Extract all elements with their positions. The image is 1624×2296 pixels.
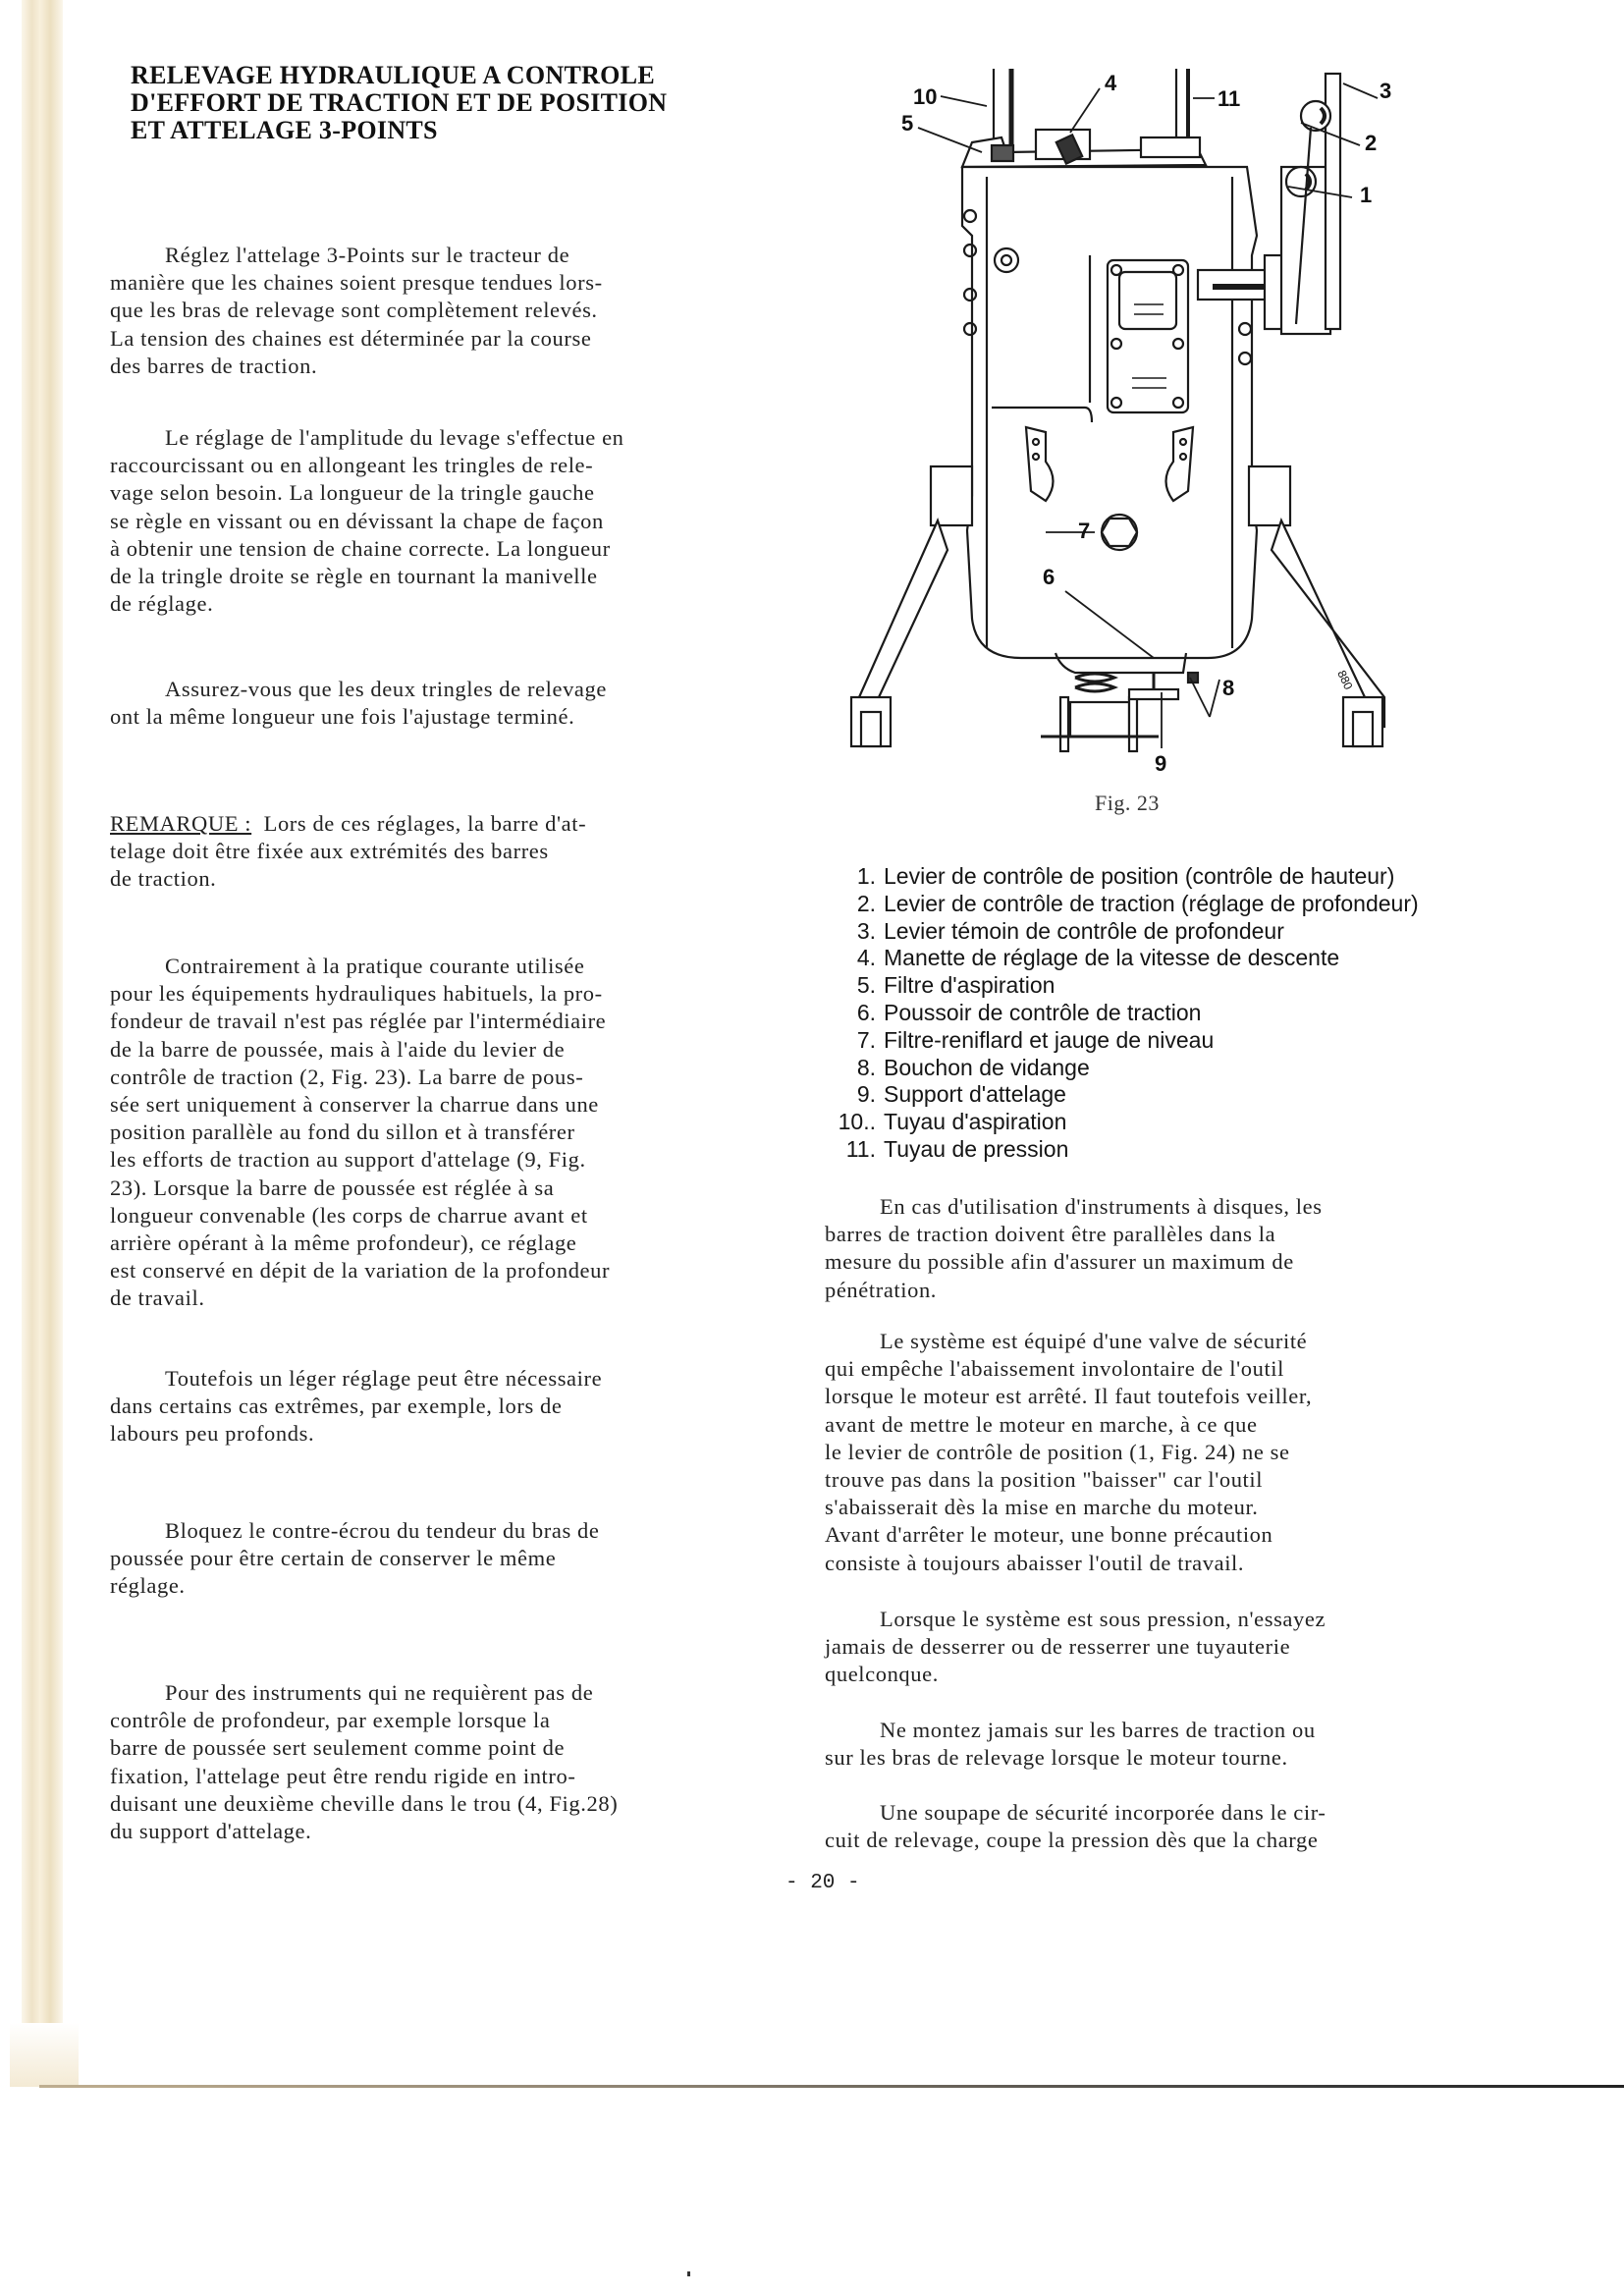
text-line: mesure du possible afin d'assurer un maximum de [825, 1249, 1294, 1275]
remark-label: REMARQUE : [110, 811, 252, 836]
text-line: La tension des chaines est déterminée par la course [110, 325, 592, 351]
text-line: barre de poussée sert seulement comme point de [110, 1735, 566, 1761]
text-line: pour les équipements hydrauliques habituels, la pro- [110, 981, 603, 1007]
paragraph-contre-ecrou [110, 1517, 797, 1601]
paragraph-leger-reglage [110, 1365, 797, 1449]
legend-item [835, 1027, 1542, 1055]
paragraph-valve-securite [825, 1328, 1532, 1577]
text-line: Bloquez le contre-écrou du tendeur du bras de [165, 1518, 600, 1543]
remark-block [110, 810, 797, 894]
text-line: barres de traction doivent être parallèles dans la [825, 1222, 1276, 1247]
legend-number: 2. [856, 890, 876, 916]
callout-3: 3 [1380, 79, 1392, 103]
text-line: pénétration. [825, 1277, 938, 1302]
paragraph-soupape-securite [825, 1799, 1532, 1854]
legend-number: 7. [856, 1026, 876, 1053]
hydraulic-lift-diagram [835, 69, 1473, 776]
callout-5: 5 [901, 111, 914, 136]
legend-number: 8. [856, 1054, 876, 1080]
text-line: du support d'attelage. [110, 1819, 312, 1844]
text-line: des barres de traction. [110, 353, 318, 378]
text-line: lorsque le moteur est arrêté. Il faut toutefois veiller, [825, 1384, 1313, 1409]
legend-item [835, 891, 1542, 918]
hitch-support [1041, 653, 1198, 751]
text-line: Réglez l'attelage 3-Points sur le tracteur de [165, 243, 570, 267]
text-line: Le système est équipé d'une valve de sécurité [880, 1329, 1308, 1353]
text-line: jamais de desserrer ou de resserrer une tuyauterie [825, 1634, 1291, 1660]
paragraph-instruments-disques [825, 1193, 1532, 1304]
text-line: raccourcissant ou en allongeant les tringles de rele- [110, 453, 594, 478]
scan-speck [687, 2271, 690, 2276]
section-title [131, 62, 818, 144]
text-line: En cas d'utilisation d'instruments à disques, les [880, 1194, 1323, 1219]
text-line: Pour des instruments qui ne requièrent pas de [165, 1680, 594, 1705]
title-line: D'EFFORT DE TRACTION ET DE POSITION [131, 88, 668, 117]
title-line: RELEVAGE HYDRAULIQUE A CONTROLE [131, 61, 655, 89]
text-line: les efforts de traction au support d'attelage (9, Fig. [110, 1147, 586, 1173]
paragraph-sous-pression [825, 1606, 1532, 1689]
text-line: de la barre de poussée, mais à l'aide du levier de [110, 1036, 566, 1062]
text-line: 23). Lorsque la barre de poussée est réglée à sa [110, 1175, 555, 1200]
text-line: de traction. [110, 866, 217, 892]
legend-item [835, 918, 1542, 946]
legend-text: Filtre-reniflard et jauge de niveau [884, 1026, 1215, 1053]
page-bottom-edge [39, 2085, 1624, 2088]
page-corner-shadow [10, 2023, 79, 2087]
text-line: fondeur de travail n'est pas réglée par l'intermédiaire [110, 1009, 607, 1034]
text-line: Toutefois un léger réglage peut être nécessaire [165, 1366, 603, 1391]
text-line: manière que les chaines soient presque tendues lors- [110, 270, 603, 296]
legend-item [835, 1109, 1542, 1136]
legend-text: Levier de contrôle de traction (réglage de profondeur) [884, 890, 1419, 916]
paragraph-attelage-reglage [110, 242, 797, 380]
figure-code: 880 [1334, 668, 1356, 692]
figure-caption: Fig. 23 [1095, 791, 1160, 815]
legend-number: 6. [856, 999, 876, 1025]
text-line: se règle en vissant ou en dévissant la chape de façon [110, 508, 604, 533]
text-line: Une soupape de sécurité incorporée dans le cir- [880, 1800, 1326, 1825]
legend-item [835, 1000, 1542, 1027]
legend-number: 3. [856, 917, 876, 944]
text-line: Contrairement à la pratique courante utilisée [165, 954, 585, 978]
book-binding-edge [22, 0, 63, 2087]
text-line: arrière opérant à la même profondeur), ce réglage [110, 1230, 577, 1256]
text-line: labours peu profonds. [110, 1421, 315, 1447]
legend-number: 10.. [838, 1109, 876, 1135]
legend-text: Levier de contrôle de position (contrôle de hauteur) [884, 863, 1395, 889]
legend-item [835, 1081, 1542, 1109]
callout-11: 11 [1218, 86, 1241, 111]
text-line: trouve pas dans la position "baisser" car l'outil [825, 1467, 1264, 1493]
pressure-pipe [1176, 69, 1188, 147]
text-line: ont la même longueur une fois l'ajustage terminé. [110, 704, 575, 730]
text-line: contrôle de traction (2, Fig. 23). La barre de pous- [110, 1064, 584, 1089]
callout-1: 1 [1360, 183, 1373, 207]
legend-item [835, 1055, 1542, 1082]
legend-text: Bouchon de vidange [884, 1054, 1090, 1080]
text-line: réglage. [110, 1573, 186, 1599]
text-line: dans certains cas extrêmes, par exemple, lors de [110, 1394, 563, 1419]
text-line: de réglage. [110, 591, 214, 617]
text-line: contrôle de profondeur, par exemple lorsque la [110, 1708, 551, 1733]
legend-number: 4. [856, 945, 876, 971]
text-line: de travail. [110, 1285, 205, 1311]
text-line: s'abaisserait dès la mise en marche du moteur. [825, 1495, 1259, 1520]
text-line: Lorsque le système est sous pression, n'essayez [880, 1607, 1326, 1631]
legend-text: Manette de réglage de la vitesse de descente [884, 945, 1340, 971]
text-line: avant de mettre le moteur en marche, à ce que [825, 1411, 1258, 1437]
text-line: Avant d'arrêter le moteur, une bonne précaution [825, 1522, 1273, 1548]
paragraph-attelage-rigide [110, 1679, 797, 1845]
legend-item [835, 1136, 1542, 1164]
inspection-cover [1108, 260, 1188, 412]
text-line: Le réglage de l'amplitude du levage s'effectue en [165, 425, 624, 450]
callout-10: 10 [913, 84, 938, 109]
legend-text: Levier témoin de contrôle de profondeur [884, 917, 1284, 944]
text-line: qui empêche l'abaissement involontaire de l'outil [825, 1356, 1285, 1382]
legend-item [835, 972, 1542, 1000]
callout-6: 6 [1043, 565, 1056, 589]
text-line: fixation, l'attelage peut être rendu rigide en intro- [110, 1763, 576, 1788]
callout-9: 9 [1155, 751, 1167, 776]
text-line: vage selon besoin. La longueur de la tringle gauche [110, 480, 595, 506]
callout-7: 7 [1078, 519, 1091, 543]
text-line: consiste à toujours abaisser l'outil de travail. [825, 1550, 1245, 1575]
lift-housing [962, 167, 1257, 658]
legend-text: Tuyau d'aspiration [884, 1109, 1067, 1135]
paragraph-amplitude-levage [110, 424, 797, 618]
top-cover [962, 130, 1206, 167]
paragraph-tringles-longueur [110, 676, 797, 731]
legend-text: Support d'attelage [884, 1081, 1066, 1108]
legend-text: Poussoir de contrôle de traction [884, 999, 1202, 1025]
text-line: cuit de relevage, coupe la pression dès que la charge [825, 1828, 1319, 1853]
text-line: Lors de ces réglages, la barre d'at- [263, 811, 587, 836]
paragraph-barre-poussee [110, 953, 797, 1313]
legend-item [835, 863, 1542, 891]
legend-text: Tuyau de pression [884, 1135, 1069, 1162]
text-line: à obtenir une tension de chaine correcte. La longueur [110, 535, 611, 561]
text-line: poussée pour être certain de conserver le même [110, 1546, 557, 1571]
text-line: sur les bras de relevage lorsque le moteur tourne. [825, 1745, 1288, 1771]
legend-number: 11. [845, 1135, 876, 1162]
suction-pipe [994, 69, 1011, 147]
text-line: duisant une deuxième cheville dans le trou (4, Fig.28) [110, 1790, 619, 1816]
text-line: Assurez-vous que les deux tringles de relevage [165, 677, 607, 701]
text-line: le levier de contrôle de position (1, Fig. 24) ne se [825, 1439, 1290, 1464]
legend-number: 5. [856, 972, 876, 999]
legend-item [835, 945, 1542, 972]
text-line: telage doit être fixée aux extrémités des barres [110, 839, 549, 864]
text-line: quelconque. [825, 1662, 939, 1687]
remark-first-line [110, 810, 797, 838]
page-number: - 20 - [785, 1872, 860, 1894]
figure-legend-list [835, 863, 1542, 1164]
legend-text: Filtre d'aspiration [884, 972, 1056, 999]
paragraph-ne-montez-jamais [825, 1717, 1532, 1772]
text-line: que les bras de relevage sont complètement relevés. [110, 298, 598, 323]
breather-filter [1102, 515, 1137, 550]
callout-2: 2 [1365, 131, 1378, 155]
legend-number: 1. [856, 863, 876, 889]
text-line: position parallèle au fond du sillon et à transférer [110, 1120, 575, 1145]
legend-number: 9. [856, 1081, 876, 1108]
text-line: longueur convenable (les corps de charrue avant et [110, 1202, 588, 1228]
callout-8: 8 [1222, 676, 1235, 700]
text-line: est conservé en dépit de la variation de la profondeur [110, 1258, 611, 1284]
text-line: sée sert uniquement à conserver la charrue dans une [110, 1092, 599, 1118]
text-line: de la tringle droite se règle en tournant la manivelle [110, 564, 598, 589]
title-line: ET ATTELAGE 3-POINTS [131, 116, 438, 144]
text-line: Ne montez jamais sur les barres de traction ou [880, 1718, 1316, 1742]
callout-4: 4 [1105, 71, 1117, 95]
